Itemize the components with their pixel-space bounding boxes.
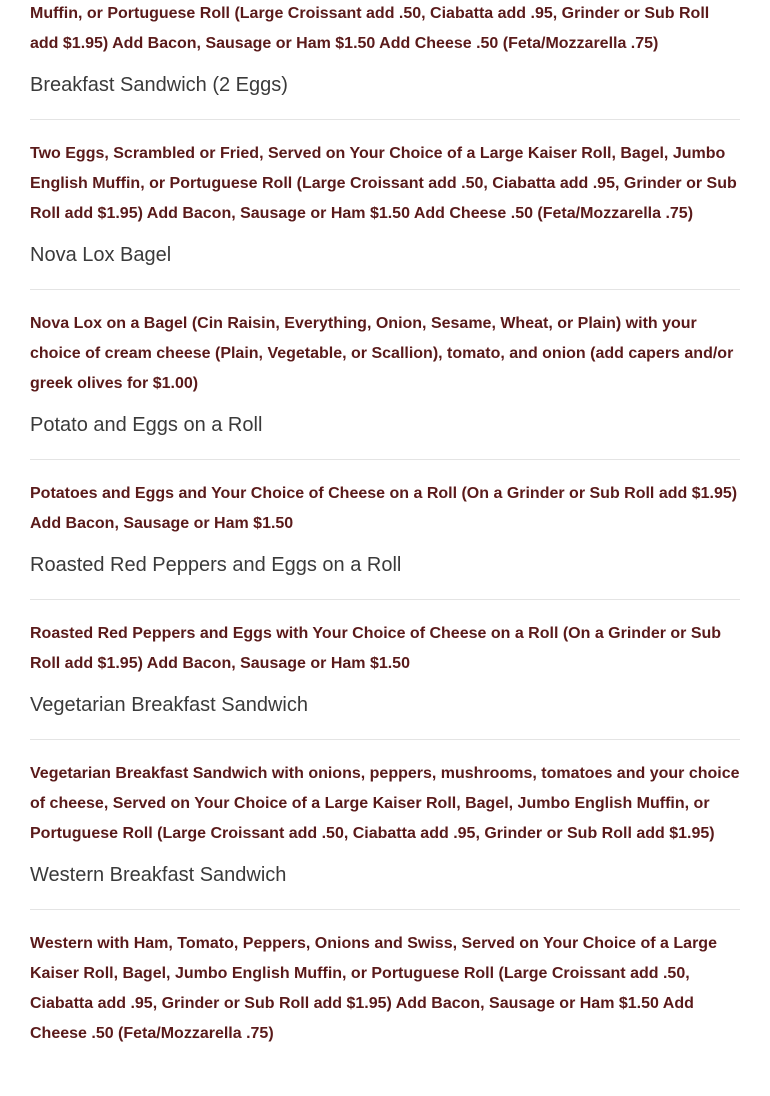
menu-item-title[interactable]: Roasted Red Peppers and Eggs on a Roll bbox=[30, 554, 402, 576]
menu-item-title[interactable]: Potato and Eggs on a Roll bbox=[30, 414, 263, 436]
menu-item-details bbox=[30, 289, 740, 399]
menu-item-details bbox=[30, 599, 740, 679]
menu-item-title[interactable]: Western Breakfast Sandwich bbox=[30, 864, 287, 886]
menu-item-description: Potatoes and Eggs and Your Choice of Cheese on a Roll (On a Grinder or Sub Roll add $1.95) Add Bacon, Sausage or Ham $1.50 bbox=[30, 485, 738, 532]
menu-item-title[interactable]: Vegetarian Breakfast Sandwich bbox=[30, 694, 308, 716]
menu-item-details bbox=[30, 119, 740, 229]
menu-item-description: Western with Ham, Tomato, Peppers, Onions and Swiss, Served on Your Choice of a Large Kaiser Roll, Bagel, Jumbo English Muffin, or Portuguese Roll (Large Croissant add .50, Ciabatta add .95, Grinder or Sub Roll add $1.95) Add Bacon, Sausage or Ham $1.50 Add Cheese .50 (Feta/Mozzarella .75) bbox=[30, 935, 717, 1042]
menu-item-details bbox=[30, 459, 740, 539]
menu-item-description: Nova Lox on a Bagel (Cin Raisin, Everything, Onion, Sesame, Wheat, or Plain) with your choice of cream cheese (Plain, Vegetable, or Scallion), tomato, and onion (add capers and/or greek olives for $1.00) bbox=[30, 315, 734, 392]
menu-item-description: Vegetarian Breakfast Sandwich with onions, peppers, mushrooms, tomatoes and your choice of cheese, Served on Your Choice of a Large Kaiser Roll, Bagel, Jumbo English Muffin, or Portuguese Roll (Large Croissant add .50, Ciabatta add .95, Grinder or Sub Roll add $1.95) bbox=[30, 765, 740, 842]
menu-item-title[interactable]: Nova Lox Bagel bbox=[30, 244, 172, 266]
menu-item-details bbox=[30, 739, 740, 849]
menu-item-description: Muffin, or Portuguese Roll (Large Croissant add .50, Ciabatta add .95, Grinder or Sub Roll add $1.95) Add Bacon, Sausage or Ham $1.50 Add Cheese .50 (Feta/Mozzarella .75) bbox=[30, 5, 710, 52]
menu-item-title[interactable]: Breakfast Sandwich (2 Eggs) bbox=[30, 74, 288, 96]
menu-item-description: Roasted Red Peppers and Eggs with Your Choice of Cheese on a Roll (On a Grinder or Sub Roll add $1.95) Add Bacon, Sausage or Ham $1.50 bbox=[30, 625, 722, 672]
menu-list bbox=[30, 0, 740, 1049]
menu-item-description: Two Eggs, Scrambled or Fried, Served on Your Choice of a Large Kaiser Roll, Bagel, Jumbo English Muffin, or Portuguese Roll (Large Croissant add .50, Ciabatta add .95, Grinder or Sub Roll add $1.95) Add Bacon, Sausage or Ham $1.50 Add Cheese .50 (Feta/Mozzarella .75) bbox=[30, 145, 737, 222]
menu-item-details bbox=[30, 909, 740, 1049]
